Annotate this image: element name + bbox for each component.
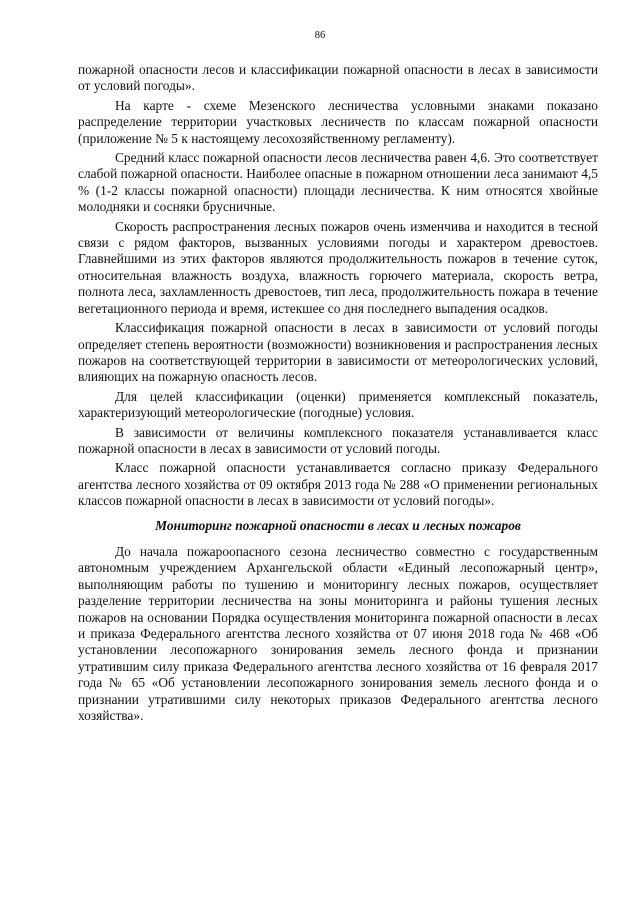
page-body: [78, 62, 598, 724]
paragraph-order-reference: Класс пожарной опасности устанавливается согласно приказу Федерального агентства лесного хозяйства от 09 октября 2013 года № 288 «О применении региональных классов пожарной опасности в лесах в зависимости от условий погоды».: [78, 460, 598, 509]
paragraph-monitoring: До начала пожароопасного сезона лесничество совместно с государственным автономным учреждением Архангельской области «Единый лесопожарный центр», выполняющим работы по тушению и мониторингу лесных пожаров, осуществляет разделение территории лесничества на зоны мониторинга и районы тушения лесных пожаров на основании Порядка осуществления мониторинга пожарной опасности в лесах и приказа Федерального агентства лесного хозяйства от 07 июня 2018 года № 468 «Об установлении лесопожарного зонирования земель лесного фонда и признании утратившим силу приказа Федерального агентства лесного хозяйства от 16 февраля 2017 года № 65 «Об установлении лесопожарного зонирования земель лесного фонда и о признании утратившими силу некоторых приказов Федерального агентства лесного хозяйства».: [78, 543, 598, 724]
paragraph-classification: Классификация пожарной опасности в лесах в зависимости от условий погоды определяет степень вероятности (возможности) возникновения и распространения лесных пожаров на соответствующей территории в зависимости от метеорологических условий, влияющих на пожарную опасность лесов.: [78, 320, 598, 385]
section-heading: Мониторинг пожарной опасности в лесах и лесных пожаров: [155, 517, 521, 533]
paragraph-average-class: Средний класс пожарной опасности лесов лесничества равен 4,6. Это соответствует слабой пожарной опасности. Наиболее опасные в пожарном отношении леса занимают 4,5 % (1-2 классы пожарной опасности) площади лесничества. К ним относятся хвойные молодняки и сосняки брусничные.: [78, 150, 598, 215]
paragraph-map-scheme: На карте - схеме Мезенского лесничества условными знаками показано распределение территории участковых лесничеств по классам пожарной опасности (приложение № 5 к настоящему лесохозяйственному регламенту).: [78, 97, 598, 146]
paragraph-spread-speed: Скорость распространения лесных пожаров очень изменчива и находится в тесной связи с рядом факторов, вызванных условиями погоды и характером древостоев. Главнейшими из этих факторов являются продолжительность пожаров в течение суток, относительная влажность воздуха, влажность горючего материала, скорость ветра, полнота леса, захламленность древостоев, тип леса, продолжительность пожара в течение вегетационного периода и время, истекшее со дня последнего выпадения осадков.: [78, 218, 598, 316]
paragraph-complex-indicator: Для целей классификации (оценки) применяется комплексный показатель, характеризующий метеорологические (погодные) условия.: [78, 388, 598, 421]
paragraph-continuation: пожарной опасности лесов и классификации пожарной опасности в лесах в зависимости от условий погоды».: [78, 62, 598, 94]
section-body: [78, 544, 598, 724]
page-number: 86: [314, 30, 326, 41]
paragraph-class-determination: В зависимости от величины комплексного показателя устанавливается класс пожарной опасности в лесах в зависимости от условий погоды.: [78, 424, 598, 456]
